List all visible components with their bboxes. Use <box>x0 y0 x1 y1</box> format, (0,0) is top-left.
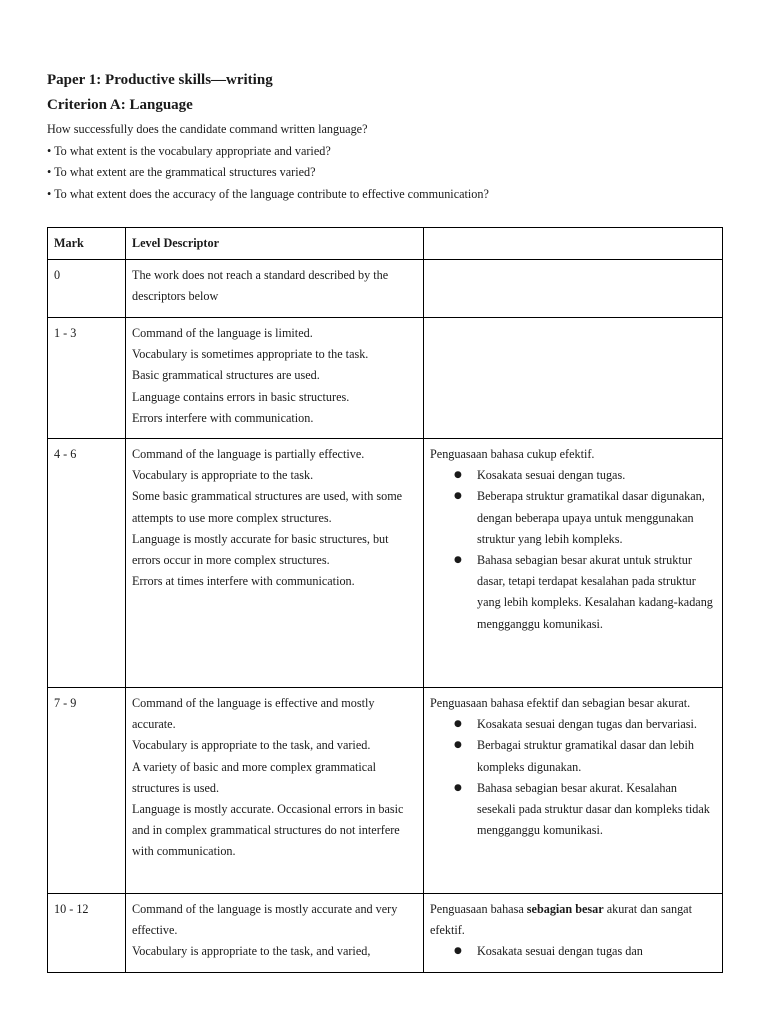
translation-bullet: ● Kosakata sesuai dengan tugas dan <box>477 941 716 962</box>
descriptor-line: Command of the language is mostly accurate and very effective. <box>132 902 398 938</box>
table-row <box>48 439 723 688</box>
mark-cell <box>48 894 126 973</box>
mark-value: 7 - 9 <box>54 696 77 710</box>
translation-bullet: ● Bahasa sebagian besar akurat. Kesalahan sesekali pada struktur dasar dan kompleks tidak mengganggu komunikasi. <box>477 778 716 842</box>
intro-line: • To what extent does the accuracy of the language contribute to effective communication? <box>47 186 489 201</box>
descriptor-line: Basic grammatical structures are used. <box>132 368 320 383</box>
header-cell <box>48 228 126 260</box>
descriptor-line: Command of the language is partially effective. <box>132 447 365 461</box>
descriptor-line: Language contains errors in basic structures. <box>132 389 350 404</box>
translation-bullet-list <box>430 714 716 841</box>
header-cell <box>424 228 723 260</box>
descriptor-line: Command of the language is limited. <box>132 326 313 340</box>
intro-line: • To what extent is the vocabulary appropriate and varied? <box>47 143 331 158</box>
mark-value: 0 <box>54 268 61 282</box>
table-row <box>48 260 723 318</box>
descriptor-line: Vocabulary is sometimes appropriate to the task. <box>132 347 369 362</box>
descriptor-line: Command of the language is effective and mostly accurate. <box>132 696 375 732</box>
translation-intro-pre: Penguasaan bahasa <box>430 902 527 916</box>
translation-cell <box>424 688 723 894</box>
mark-cell <box>48 439 126 688</box>
descriptor-line: Some basic grammatical structures are used, with some attempts to use more complex structures. <box>132 489 403 525</box>
table-row <box>48 688 723 894</box>
table-row <box>48 318 723 439</box>
descriptor-line: Vocabulary is appropriate to the task, and varied. <box>132 738 371 753</box>
header-level-descriptor: Level Descriptor <box>132 236 219 250</box>
mark-value: 10 - 12 <box>54 902 89 916</box>
descriptor-cell <box>126 439 424 688</box>
mark-cell <box>48 688 126 894</box>
paper-title: Paper 1: Productive skills—writing <box>47 72 273 88</box>
translation-intro: Penguasaan bahasa cukup efektif. <box>430 447 595 461</box>
translation-bullet: ● Kosakata sesuai dengan tugas. <box>477 465 716 486</box>
descriptor-line: Language is mostly accurate. Occasional errors in basic and in complex grammatical structures do not interfere with communication. <box>132 802 404 859</box>
translation-cell <box>424 894 723 973</box>
header-translation <box>424 228 722 232</box>
descriptor-line: Errors interfere with communication. <box>132 410 314 425</box>
mark-value: 1 - 3 <box>54 326 77 340</box>
intro-questions <box>47 119 727 205</box>
descriptor-cell <box>126 688 424 894</box>
mark-cell <box>48 260 126 318</box>
table-row <box>48 894 723 973</box>
descriptor-line: Vocabulary is appropriate to the task. <box>132 468 314 483</box>
translation-bullet-list <box>430 941 716 962</box>
translation-bullet: ● Beberapa struktur gramatikal dasar digunakan, dengan beberapa upaya untuk menggunakan struktur yang lebih kompleks. <box>477 486 716 550</box>
document-header <box>47 68 727 205</box>
translation-bullet: ● Berbagai struktur gramatikal dasar dan lebih kompleks digunakan. <box>477 735 716 777</box>
descriptor-line: Errors at times interfere with communication. <box>132 574 355 589</box>
descriptor-line: The work does not reach a standard described by the descriptors below <box>132 268 389 304</box>
mark-value: 4 - 6 <box>54 447 77 461</box>
translation-cell <box>424 260 723 318</box>
translation-bullet-list <box>430 465 716 635</box>
descriptor-cell <box>126 260 424 318</box>
criterion-title: Criterion A: Language <box>47 97 193 113</box>
intro-line: How successfully does the candidate command written language? <box>47 122 368 136</box>
translation-intro: Penguasaan bahasa efektif dan sebagian besar akurat. <box>430 696 691 710</box>
descriptor-cell <box>126 318 424 439</box>
header-mark: Mark <box>54 236 84 250</box>
translation-bullet: ● Bahasa sebagian besar akurat untuk struktur dasar, tetapi terdapat kesalahan pada struktur yang lebih kompleks. Kesalahan kadang-kadang mengganggu komunikasi. <box>477 550 716 635</box>
descriptor-line: Vocabulary is appropriate to the task, and varied, <box>132 944 371 959</box>
descriptor-line: A variety of basic and more complex grammatical structures is used. <box>132 759 376 795</box>
translation-cell <box>424 318 723 439</box>
translation-intro-bold: sebagian besar <box>526 902 604 916</box>
header-cell <box>126 228 424 260</box>
translation-intro <box>430 899 716 941</box>
rubric-table <box>47 227 723 973</box>
descriptor-line: Language is mostly accurate for basic structures, but errors occur in more complex structures. <box>132 531 389 568</box>
table-header-row <box>48 228 723 260</box>
intro-line: • To what extent are the grammatical structures varied? <box>47 165 316 179</box>
descriptor-cell <box>126 894 424 973</box>
mark-cell <box>48 318 126 439</box>
translation-cell <box>424 439 723 688</box>
translation-intro-post: akurat dan sangat efektif. <box>430 902 692 938</box>
translation-bullet: ● Kosakata sesuai dengan tugas dan bervariasi. <box>477 714 716 735</box>
